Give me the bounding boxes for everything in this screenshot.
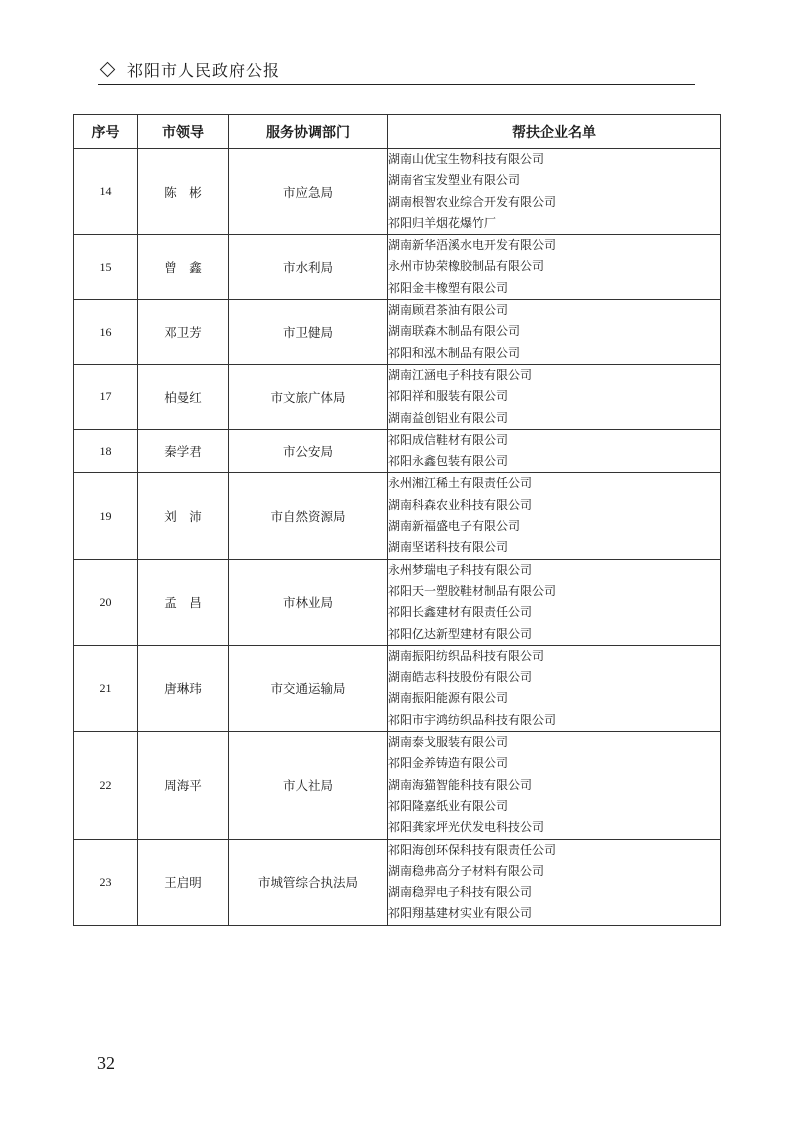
table-row: [74, 149, 721, 235]
company-name: 永州湘江稀土有限责任公司: [388, 476, 533, 491]
row-index: 16: [74, 300, 138, 365]
row-leader: 曾 鑫: [138, 235, 229, 300]
table-row: [74, 473, 721, 559]
row-company-list: [388, 839, 721, 925]
company-name: 祁阳金丰橡塑有限公司: [388, 280, 509, 295]
table-row: [74, 559, 721, 645]
page-number: 32: [97, 1053, 115, 1073]
column-header-department: 服务协调部门: [229, 115, 388, 149]
row-department: 市林业局: [229, 559, 388, 645]
company-name: 湖南新华浯溪水电开发有限公司: [388, 238, 557, 253]
row-department: 市应急局: [229, 149, 388, 235]
table-row: [74, 235, 721, 300]
row-leader: 刘 沛: [138, 473, 229, 559]
row-department: 市城管综合执法局: [229, 839, 388, 925]
header-title: 祁阳市人民政府公报: [127, 60, 281, 80]
row-company-list: [388, 473, 721, 559]
row-department: 市人社局: [229, 732, 388, 839]
table-row: [74, 839, 721, 925]
company-name: 祁阳龚家坪光伏发电科技公司: [388, 820, 545, 835]
row-index: 22: [74, 732, 138, 839]
company-name: 祁阳和泓木制品有限公司: [388, 345, 521, 360]
table-body: [74, 149, 721, 926]
row-index: 15: [74, 235, 138, 300]
company-name: 祁阳金养铸造有限公司: [388, 756, 509, 771]
company-name: 祁阳隆嘉纸业有限公司: [388, 798, 509, 813]
table-row: [74, 732, 721, 839]
company-name: 湖南省宝发塑业有限公司: [388, 173, 521, 188]
company-name: 湖南益创铝业有限公司: [388, 410, 509, 425]
row-department: 市自然资源局: [229, 473, 388, 559]
row-company-list: [388, 645, 721, 731]
row-leader: 孟 昌: [138, 559, 229, 645]
company-name: 湖南坚诺科技有限公司: [388, 540, 509, 555]
row-index: 18: [74, 429, 138, 473]
company-name: 祁阳永鑫包装有限公司: [388, 454, 509, 469]
row-company-list: [388, 429, 721, 473]
row-index: 21: [74, 645, 138, 731]
row-company-list: [388, 300, 721, 365]
company-name: 祁阳天一塑胶鞋材制品有限公司: [388, 583, 557, 598]
company-name: 湖南泰戈服装有限公司: [388, 735, 509, 750]
page-header: [98, 58, 695, 85]
row-index: 17: [74, 364, 138, 429]
company-name: 湖南新福盛电子有限公司: [388, 519, 521, 534]
company-name: 湖南江涵电子科技有限公司: [388, 367, 533, 382]
row-leader: 周海平: [138, 732, 229, 839]
row-department: 市水利局: [229, 235, 388, 300]
row-company-list: [388, 149, 721, 235]
column-header-index: 序号: [74, 115, 138, 149]
company-name: 祁阳市宇鸿纺织品科技有限公司: [388, 712, 557, 727]
table-row: [74, 364, 721, 429]
company-name: 湖南联森木制品有限公司: [388, 324, 521, 339]
row-leader: 唐琳玮: [138, 645, 229, 731]
row-leader: 柏曼红: [138, 364, 229, 429]
table-row: [74, 429, 721, 473]
company-name: 祁阳长鑫建材有限责任公司: [388, 605, 533, 620]
company-name: 祁阳归羊烟花爆竹厂: [388, 215, 497, 230]
table-row: [74, 300, 721, 365]
row-department: 市公安局: [229, 429, 388, 473]
row-index: 20: [74, 559, 138, 645]
row-department: 市交通运输局: [229, 645, 388, 731]
row-company-list: [388, 559, 721, 645]
company-name: 永州梦瑞电子科技有限公司: [388, 562, 533, 577]
company-name: 湖南稳弗高分子材料有限公司: [388, 863, 545, 878]
row-index: 14: [74, 149, 138, 235]
column-header-leader: 市领导: [138, 115, 229, 149]
company-name: 祁阳成信鞋材有限公司: [388, 432, 509, 447]
company-name: 湖南振阳纺织品科技有限公司: [388, 648, 545, 663]
row-company-list: [388, 235, 721, 300]
company-name: 祁阳海创环保科技有限责任公司: [388, 842, 557, 857]
column-header-companies: 帮扶企业名单: [388, 115, 721, 149]
row-company-list: [388, 364, 721, 429]
row-department: 市卫健局: [229, 300, 388, 365]
diamond-icon: [100, 61, 116, 77]
row-leader: 邓卫芳: [138, 300, 229, 365]
row-index: 23: [74, 839, 138, 925]
row-leader: 王启明: [138, 839, 229, 925]
table-row: [74, 645, 721, 731]
company-name: 湖南稳羿电子科技有限公司: [388, 885, 533, 900]
company-name: 湖南根智农业综合开发有限公司: [388, 194, 557, 209]
company-name: 湖南海猫智能科技有限公司: [388, 777, 533, 792]
company-name: 湖南科森农业科技有限公司: [388, 497, 533, 512]
row-department: 市文旅广体局: [229, 364, 388, 429]
company-name: 湖南山优宝生物科技有限公司: [388, 152, 545, 166]
company-name: 祁阳祥和服装有限公司: [388, 389, 509, 404]
row-leader: 秦学君: [138, 429, 229, 473]
company-name: 湖南皓志科技股份有限公司: [388, 670, 533, 685]
company-name: 祁阳亿达新型建材有限公司: [388, 626, 533, 641]
company-name: 湖南顾君茶油有限公司: [388, 303, 509, 318]
row-index: 19: [74, 473, 138, 559]
row-leader: 陈 彬: [138, 149, 229, 235]
company-name: 祁阳翔基建材实业有限公司: [388, 906, 533, 921]
company-name: 永州市协荣橡胶制品有限公司: [388, 259, 545, 274]
table-header-row: [74, 115, 721, 149]
row-company-list: [388, 732, 721, 839]
assistance-table: [73, 114, 721, 926]
company-name: 湖南振阳能源有限公司: [388, 691, 509, 706]
